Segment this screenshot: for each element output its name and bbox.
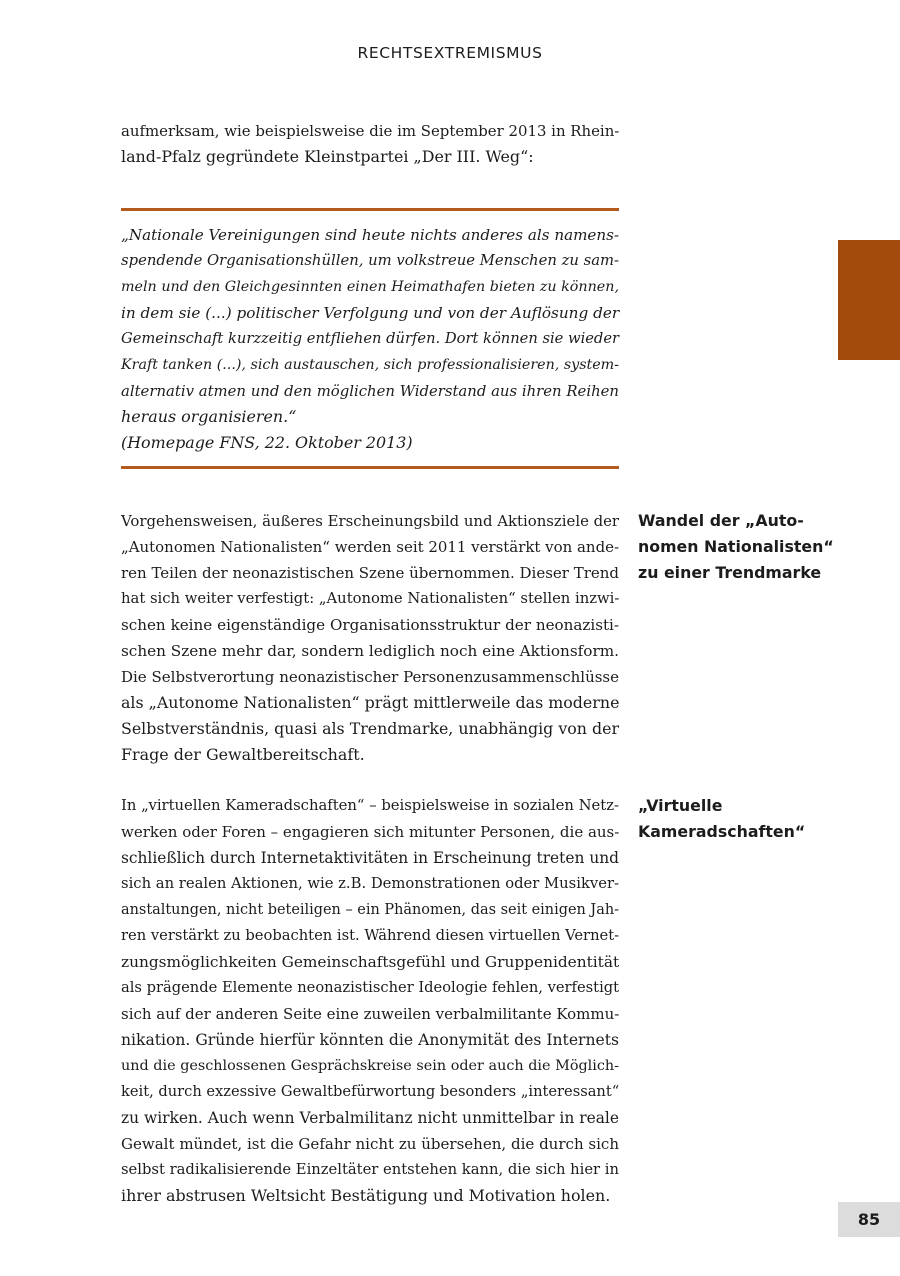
quote-line: meln und den Gleichgesinnten einen Heimathafen bieten zu können, — [121, 279, 619, 295]
text-line: sich auf der anderen Seite eine zuweilen verbalmilitante Kommu- — [121, 1005, 620, 1023]
text-line: Selbstverständnis, quasi als Trendmarke, unabhängig von der — [121, 719, 619, 738]
heading-line: „Virtuelle — [638, 796, 723, 815]
text-line: und die geschlossenen Gesprächskreise sein oder auch die Möglich- — [121, 1058, 619, 1074]
text-line: selbst radikalisierende Einzeltäter entstehen kann, die sich hier in — [121, 1161, 619, 1178]
text-line: sich an realen Aktionen, wie z.B. Demonstrationen oder Musikver- — [121, 875, 620, 892]
text-line: werken oder Foren – engagieren sich mitunter Personen, die aus- — [121, 823, 620, 841]
margin-heading-virtuelle-kameradschaften — [638, 793, 838, 845]
quote-line: in dem sie (...) politischer Verfolgung und von der Auflösung der — [121, 304, 620, 322]
intro-paragraph — [121, 118, 619, 170]
heading-line: Wandel der „Auto- — [638, 511, 804, 530]
quote-bottom-rule — [121, 466, 619, 469]
text-line: Gewalt mündet, ist die Gefahr nicht zu übersehen, die durch sich — [121, 1135, 619, 1153]
text-line: ren verstärkt zu beobachten ist. Während diesen virtuellen Vernet- — [121, 927, 620, 944]
text-line: „Autonomen Nationalisten“ werden seit 2011 verstärkt von ande- — [121, 538, 620, 556]
text-line: land-Pfalz gegründete Kleinstpartei „Der III. Weg“: — [121, 147, 534, 166]
quote-line: heraus organisieren.“ — [121, 407, 297, 426]
text-line: zu wirken. Auch wenn Verbalmilitanz nicht unmittelbar in reale — [121, 1109, 619, 1127]
chapter-tab-marker — [838, 240, 900, 360]
text-line: keit, durch exzessive Gewaltbefürwortung besonders „interessant“ — [121, 1083, 620, 1100]
text-line: ren Teilen der neonazistischen Szene übernommen. Dieser Trend — [121, 564, 619, 582]
text-line: schließlich durch Internetaktivitäten in Erscheinung treten und — [121, 849, 619, 867]
quote-line: „Nationale Vereinigungen sind heute nichts anderes als namens- — [121, 226, 619, 244]
block-quote — [121, 222, 619, 456]
text-line: aufmerksam, wie beispielsweise die im September 2013 in Rhein- — [121, 122, 620, 140]
text-line: nikation. Gründe hierfür könnten die Anonymität des Internets — [121, 1031, 619, 1049]
text-line: schen Szene mehr dar, sondern lediglich noch eine Aktionsform. — [121, 642, 619, 660]
text-line: anstaltungen, nicht beteiligen – ein Phänomen, das seit einigen Jah- — [121, 902, 619, 918]
quote-source: (Homepage FNS, 22. Oktober 2013) — [121, 433, 413, 452]
text-line: Vorgehensweisen, äußeres Erscheinungsbild und Aktionsziele der — [121, 512, 620, 530]
text-line: In „virtuellen Kameradschaften“ – beispielsweise in sozialen Netz- — [121, 797, 619, 814]
running-header: RECHTSEXTREMISMUS — [357, 44, 543, 62]
text-line: zungsmöglichkeiten Gemeinschaftsgefühl und Gruppenidentität — [121, 953, 620, 971]
text-line: als „Autonome Nationalisten“ prägt mittlerweile das moderne — [121, 693, 620, 712]
paragraph-virtuelle-kameradschaften — [121, 793, 619, 1209]
quote-line: Gemeinschaft kurzzeitig entfliehen dürfen. Dort können sie wieder — [121, 330, 619, 347]
quote-line: Kraft tanken (...), sich austauschen, sich professionalisieren, system- — [121, 357, 619, 373]
text-line: ihrer abstrusen Weltsicht Bestätigung und Motivation holen. — [121, 1186, 611, 1205]
margin-heading-trendmarke — [638, 508, 838, 586]
quote-line: alternativ atmen und den möglichen Widerstand aus ihren Reihen — [121, 382, 619, 400]
heading-line: nomen Nationalisten“ — [638, 537, 834, 556]
heading-line: zu einer Trendmarke — [638, 563, 822, 582]
quote-line: spendende Organisationshüllen, um volkstreue Menschen zu sam- — [121, 252, 620, 269]
text-line: Frage der Gewaltbereitschaft. — [121, 745, 365, 764]
heading-line: Kameradschaften“ — [638, 822, 806, 841]
page-number: 85 — [838, 1202, 900, 1237]
text-line: schen keine eigenständige Organisationsstruktur der neonazisti- — [121, 616, 619, 634]
quote-top-rule — [121, 208, 619, 211]
text-line: als prägende Elemente neonazistischer Ideologie fehlen, verfestigt — [121, 979, 620, 996]
paragraph-autonome-nationalisten — [121, 508, 619, 768]
text-line: Die Selbstverortung neonazistischer Personenzusammenschlüsse — [121, 668, 619, 686]
text-line: hat sich weiter verfestigt: „Autonome Nationalisten“ stellen inzwi- — [121, 590, 620, 607]
